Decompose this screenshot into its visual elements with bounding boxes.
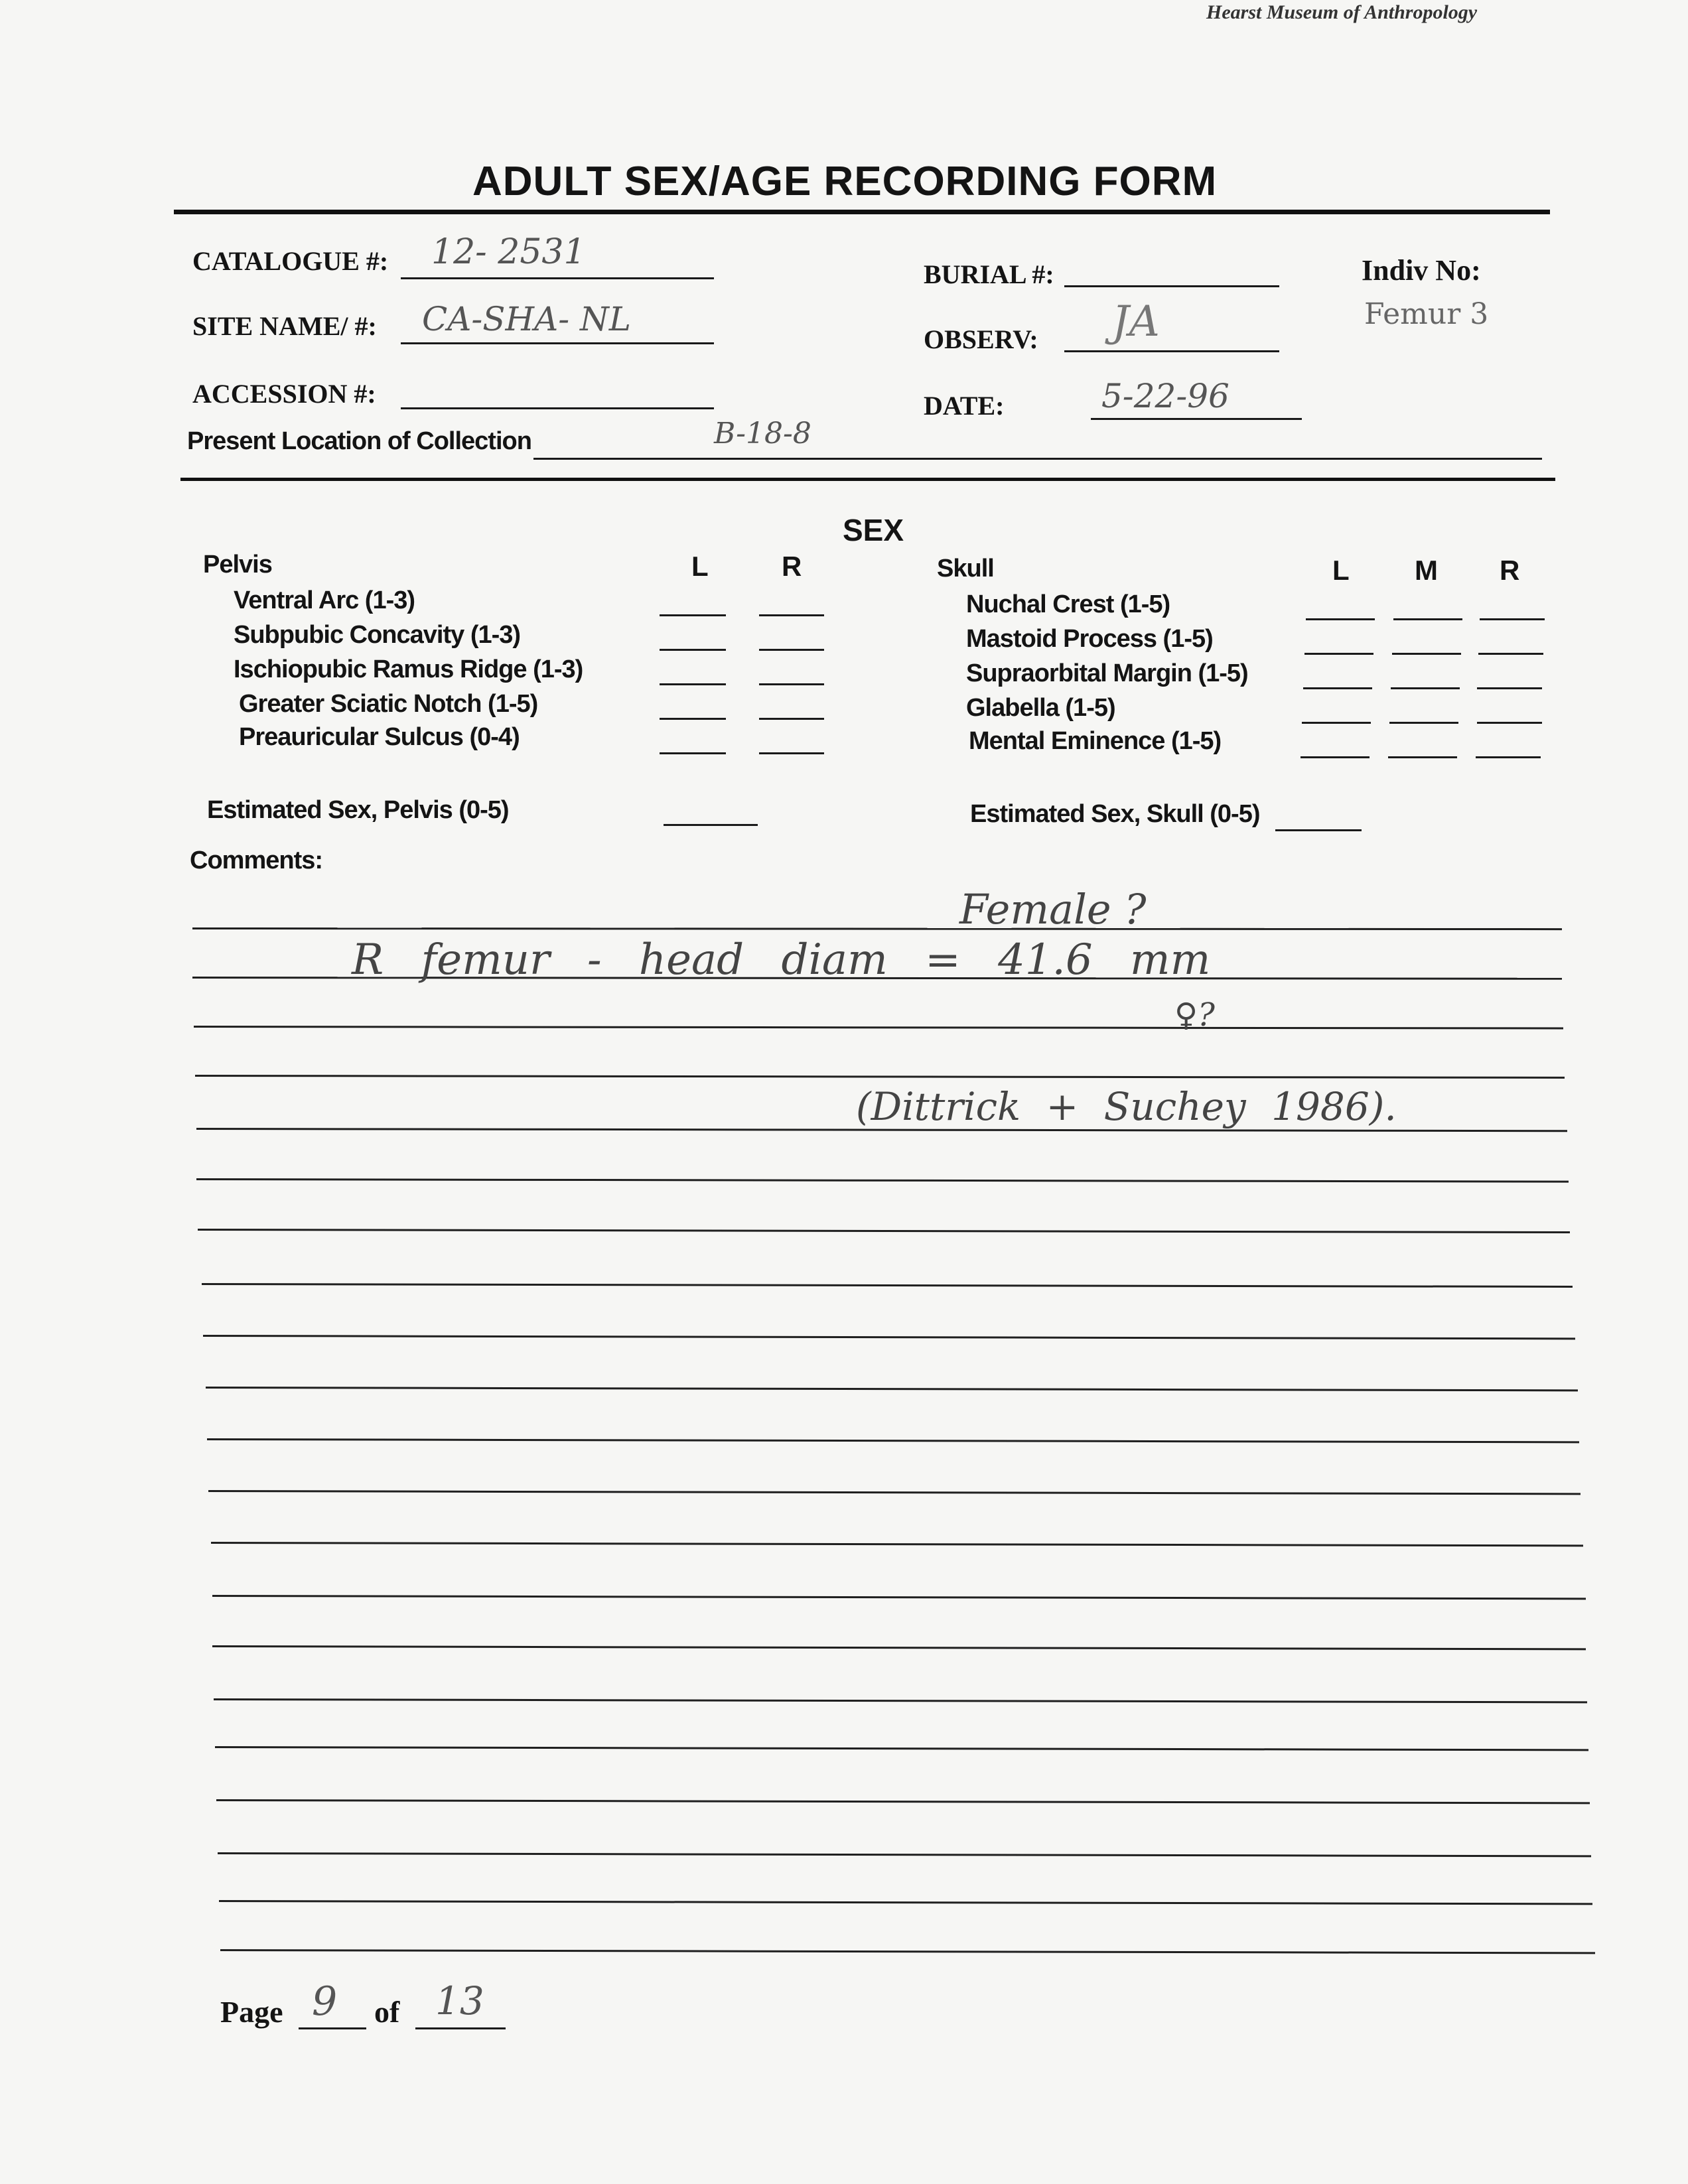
skull-r-blank[interactable] [1476,756,1541,758]
indiv-no-label: Indiv No: [1362,254,1481,287]
catalogue-label: CATALOGUE #: [192,246,389,276]
form-title: ADULT SEX/AGE RECORDING FORM [472,159,1218,204]
skull-l-blank[interactable] [1302,722,1371,724]
pelvis-r-blank[interactable] [759,683,824,685]
site-name-label: SITE NAME/ #: [192,311,377,341]
page-number-value: 9 [312,1978,338,2025]
sex-section-title: SEX [843,513,904,547]
skull-item-mental-eminence: Mental Eminence (1-5) [969,727,1222,755]
skull-item-nuchal-crest: Nuchal Crest (1-5) [966,590,1170,618]
pelvis-item-subpubic-concavity: Subpubic Concavity (1-3) [234,621,521,649]
burial-field-line[interactable] [1064,285,1279,287]
pelvis-estimate-label: Estimated Sex, Pelvis (0-5) [207,796,509,824]
page-number-line[interactable] [299,2027,366,2029]
comment-line[interactable] [192,927,1562,930]
comment-line[interactable] [195,1075,1565,1079]
comment-line[interactable] [216,1799,1590,1804]
title-rule [174,210,1550,214]
date-label: DATE: [924,391,1005,421]
total-pages-line[interactable] [415,2027,506,2029]
comment-line[interactable] [198,1229,1570,1233]
comment-handwriting-femur-diameter: R femur - head diam = 41.6 mm [352,935,1211,985]
comment-line[interactable] [194,1026,1563,1030]
comment-line[interactable] [212,1645,1586,1650]
accession-label: ACCESSION #: [192,379,376,409]
skull-m-blank[interactable] [1393,618,1462,620]
skull-l-blank[interactable] [1303,687,1372,689]
catalogue-field-line[interactable] [401,277,714,279]
pelvis-l-blank[interactable] [660,614,726,616]
pelvis-item-greater-sciatic-notch: Greater Sciatic Notch (1-5) [239,690,538,718]
date-field-line[interactable] [1091,418,1302,420]
comment-line[interactable] [215,1746,1588,1751]
skull-r-blank[interactable] [1478,653,1543,655]
skull-l-blank[interactable] [1304,653,1373,655]
skull-l-blank[interactable] [1306,618,1375,620]
skull-r-blank[interactable] [1477,722,1542,724]
burial-label: BURIAL #: [924,259,1054,289]
comment-handwriting-female-symbol: ♀? [1174,996,1215,1034]
date-value: 5-22-96 [1101,377,1230,415]
skull-col-l: L [1332,555,1350,586]
skull-m-blank[interactable] [1392,653,1461,655]
comment-handwriting-female: Female ? [959,885,1147,933]
pelvis-r-blank[interactable] [759,614,824,616]
comment-handwriting-citation: (Dittrick + Suchey 1986). [856,1084,1397,1129]
skull-estimate-label: Estimated Sex, Skull (0-5) [970,800,1260,828]
pelvis-l-blank[interactable] [660,683,726,685]
pelvis-r-blank[interactable] [759,649,824,651]
comment-line[interactable] [206,1387,1578,1391]
skull-m-blank[interactable] [1391,687,1460,689]
pelvis-r-blank[interactable] [759,718,824,720]
comment-line[interactable] [203,1335,1575,1339]
comments-label: Comments: [190,847,323,874]
comment-line[interactable] [211,1542,1583,1546]
pelvis-col-l: L [691,551,709,582]
pelvis-item-ventral-arc: Ventral Arc (1-3) [234,586,415,614]
skull-r-blank[interactable] [1477,687,1542,689]
comment-line[interactable] [207,1438,1579,1443]
comment-line[interactable] [208,1490,1581,1495]
indiv-no-value: Femur 3 [1364,297,1489,331]
pelvis-l-blank[interactable] [660,718,726,720]
comment-line[interactable] [212,1595,1586,1600]
site-name-field-line[interactable] [401,342,714,344]
institution-stamp: Hearst Museum of Anthropology [1206,1,1478,23]
comment-line[interactable] [214,1698,1587,1703]
observer-field-line[interactable] [1064,350,1279,352]
skull-m-blank[interactable] [1389,722,1458,724]
pelvis-estimate-blank[interactable] [664,824,758,826]
skull-col-m: M [1415,555,1438,586]
site-name-value: CA-SHA- NL [422,300,631,338]
skull-item-mastoid-process: Mastoid Process (1-5) [966,625,1213,653]
skull-item-glabella: Glabella (1-5) [966,694,1115,722]
skull-r-blank[interactable] [1480,618,1545,620]
pelvis-l-blank[interactable] [660,649,726,651]
skull-m-blank[interactable] [1388,756,1457,758]
catalogue-value: 12- 2531 [431,232,586,272]
skull-estimate-blank[interactable] [1275,829,1362,831]
of-label: of [374,1995,400,2029]
observer-initials: JA [1112,297,1160,346]
comment-line[interactable] [196,1178,1569,1183]
pelvis-col-r: R [782,551,802,582]
total-pages-value: 13 [435,1978,484,2023]
present-location-label: Present Location of Collection [187,427,531,455]
skull-item-supraorbital-margin: Supraorbital Margin (1-5) [966,659,1248,687]
pelvis-l-blank[interactable] [660,752,726,754]
present-location-value: B-18-8 [714,417,811,450]
comment-line[interactable] [220,1949,1595,1954]
pelvis-item-preauricular-sulcus: Preauricular Sulcus (0-4) [239,723,520,751]
comment-line[interactable] [202,1283,1573,1288]
skull-col-r: R [1500,555,1520,586]
fields-bottom-rule [180,478,1555,481]
comment-line[interactable] [219,1900,1592,1905]
skull-heading: Skull [937,555,994,582]
skull-l-blank[interactable] [1301,756,1370,758]
pelvis-heading: Pelvis [203,551,272,579]
observer-label: OBSERV: [924,324,1038,354]
comment-line[interactable] [218,1852,1591,1857]
page-label: Page [220,1995,283,2029]
present-location-field-line[interactable] [533,458,1542,460]
accession-field-line[interactable] [401,407,714,409]
pelvis-r-blank[interactable] [759,752,824,754]
pelvis-item-ischiopubic-ramus-ridge: Ischiopubic Ramus Ridge (1-3) [234,655,583,683]
